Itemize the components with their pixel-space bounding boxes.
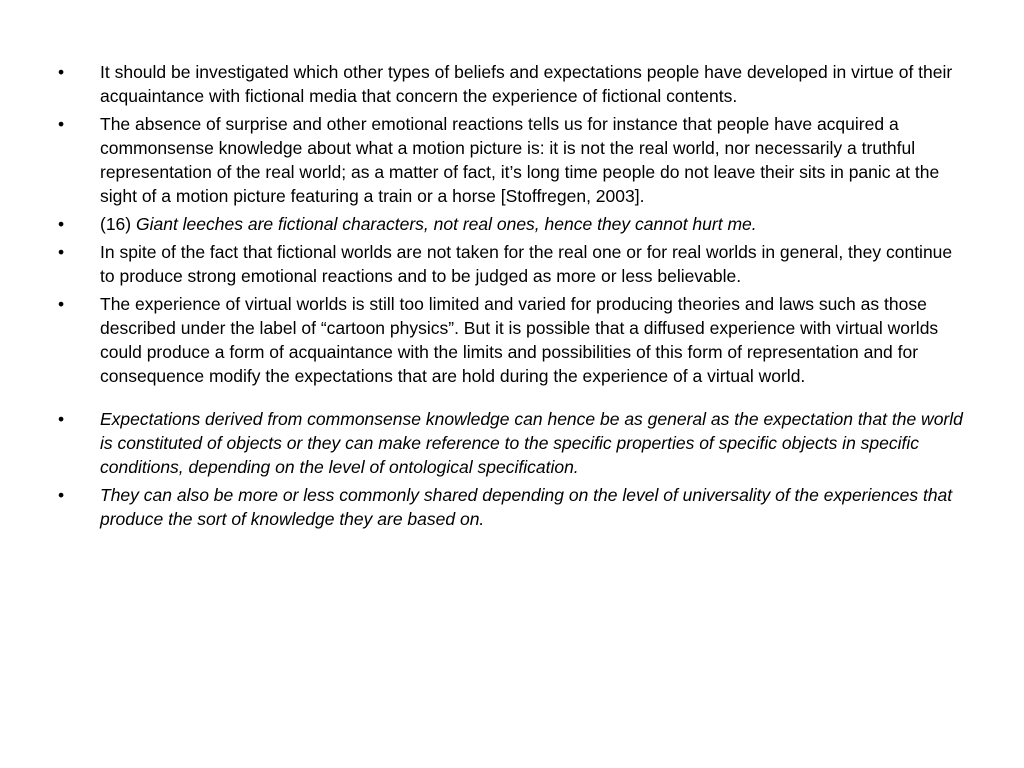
bullet-text-italic: Expectations derived from commonsense knowledge can hence be as general as the expectation that the world is constituted of objects or they can make reference to the specific properties of specific objects in specific conditions, depending on the level of ontological specification. xyxy=(100,409,963,477)
bullet-item xyxy=(58,60,968,108)
bullet-marker: • xyxy=(58,294,65,314)
bullet-text: It should be investigated which other types of beliefs and expectations people have developed in virtue of their acquaintance with fictional media that concern the experience of fictional contents. xyxy=(100,62,953,106)
bullet-text: The experience of virtual worlds is still too limited and varied for producing theories and laws such as those described under the label of “cartoon physics”. But it is possible that a diffused experience with virtual worlds could produce a form of acquaintance with the limits and possibilities of this form of representation and for consequence modify the expectations that are hold during the experience of a virtual world. xyxy=(100,294,939,386)
bullet-item xyxy=(58,112,968,208)
bullet-text: In spite of the fact that fictional worlds are not taken for the real one or for real worlds in general, they continue to produce strong emotional reactions and to be judged as more or less believable. xyxy=(100,242,953,286)
bullet-text-italic: They can also be more or less commonly shared depending on the level of universality of the experiences that produce the sort of knowledge they are based on. xyxy=(100,485,953,529)
bullet-text-italic: Giant leeches are fictional characters, not real ones, hence they cannot hurt me. xyxy=(135,214,757,234)
bullet-item xyxy=(58,240,968,288)
bullet-item xyxy=(58,483,968,531)
bullet-item xyxy=(58,292,968,388)
bullet-marker: • xyxy=(58,485,65,505)
bullet-marker: • xyxy=(58,62,65,82)
bullet-marker: • xyxy=(58,409,65,429)
bullet-list xyxy=(58,60,968,535)
bullet-item xyxy=(58,407,968,479)
bullet-marker: • xyxy=(58,242,65,262)
bullet-item xyxy=(58,212,968,236)
bullet-marker: • xyxy=(58,114,65,134)
bullet-prefix: (16) xyxy=(100,214,136,234)
bullet-marker: • xyxy=(58,214,65,234)
bullet-text: The absence of surprise and other emotional reactions tells us for instance that people have acquired a commonsense knowledge about what a motion picture is: it is not the real world, nor necessarily a truthful representation of the real world; as a matter of fact, it’s long time people do not leave their sits in panic at the sight of a motion picture featuring a train or a horse [Stoffregen, 2003]. xyxy=(100,114,940,206)
